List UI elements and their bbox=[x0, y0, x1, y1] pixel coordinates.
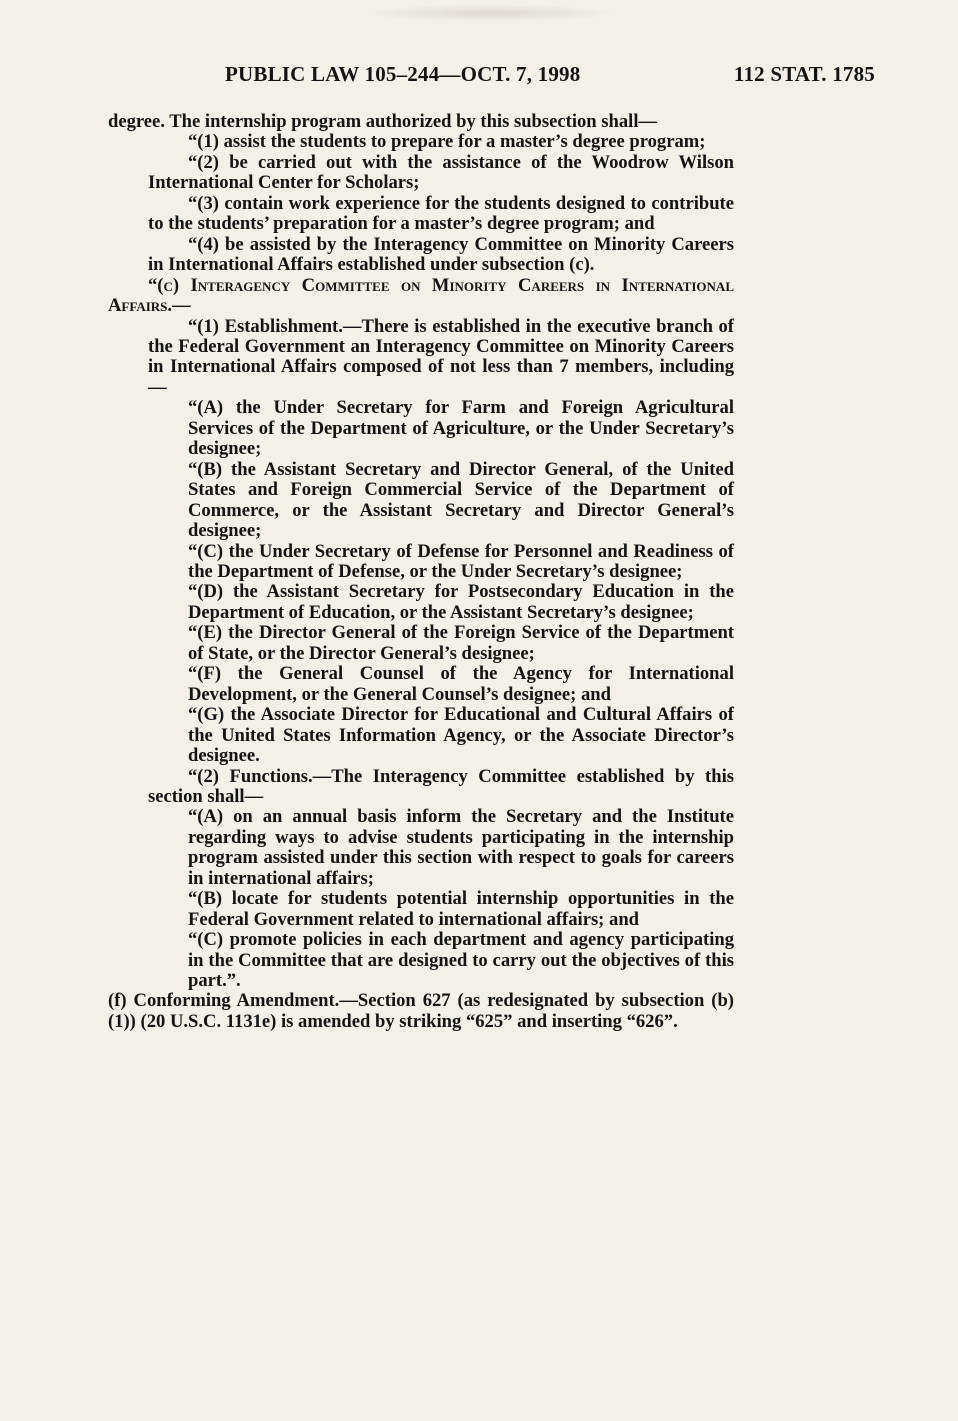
paragraph-member-e: “(E) the Director General of the Foreign Service of the Department of State, or the Director General’s designee; bbox=[188, 622, 734, 664]
paragraph-functions: “(2) Functions.—The Interagency Committee established by this section shall— bbox=[148, 765, 734, 807]
section-heading-c: “(c) Interagency Committee on Minority Careers in International Affairs.— bbox=[108, 274, 734, 317]
paragraph-member-c: “(C) the Under Secretary of Defense for Personnel and Readiness of the Department of Defense, or the Under Secretary’s designee; bbox=[188, 540, 734, 582]
paragraph-member-g: “(G) the Associate Director for Educational and Cultural Affairs of the United States Information Agency, or the Associate Director’s designee. bbox=[188, 704, 734, 767]
paragraph-item-3: “(3) contain work experience for the students designed to contribute to the students’ preparation for a master’s degree program; and bbox=[148, 192, 734, 235]
paragraph-member-b: “(B) the Assistant Secretary and Director General, of the United States and Foreign Commercial Service of the Department of Commerce, or the Assistant Secretary and Director General’s designee; bbox=[188, 458, 734, 542]
paragraph-function-a: “(A) on an annual basis inform the Secretary and the Institute regarding ways to advise students participating in the internship program assisted under this section with respect to goals for careers in international affairs; bbox=[188, 806, 734, 889]
paragraph-member-f: “(F) the General Counsel of the Agency for International Development, or the General Counsel’s designee; and bbox=[188, 663, 734, 705]
scan-artifact bbox=[360, 4, 620, 22]
paragraph-member-d: “(D) the Assistant Secretary for Postsecondary Education in the Department of Education, or the Assistant Secretary’s designee; bbox=[188, 581, 734, 623]
header-statute-page: 112 STAT. 1785 bbox=[733, 62, 875, 86]
page-header bbox=[225, 62, 875, 92]
paragraph-establishment: “(1) Establishment.—There is established in the executive branch of the Federal Government an Interagency Committee on Minority Careers in International Affairs composed of not less than 7 members, including— bbox=[148, 315, 734, 398]
header-law-citation: PUBLIC LAW 105–244—OCT. 7, 1998 bbox=[225, 62, 581, 86]
paragraph-item-4: “(4) be assisted by the Interagency Committee on Minority Careers in International Affairs established under subsection (c). bbox=[148, 233, 734, 276]
paragraph-member-a: “(A) the Under Secretary for Farm and Foreign Agricultural Services of the Department of Agriculture, or the Under Secretary’s designee; bbox=[188, 397, 734, 460]
paragraph-function-c: “(C) promote policies in each department and agency participating in the Committee that are designed to carry out the objectives of this part.”. bbox=[188, 929, 734, 992]
paragraph-function-b: “(B) locate for students potential internship opportunities in the Federal Government related to international affairs; and bbox=[188, 888, 734, 930]
paragraph-conforming-amendment: (f) Conforming Amendment.—Section 627 (as redesignated by subsection (b)(1)) (20 U.S.C. 1131e) is amended by striking “625” and inserting “626”. bbox=[108, 990, 734, 1032]
paragraph-item-1: “(1) assist the students to prepare for a master’s degree program; bbox=[188, 131, 706, 153]
paragraph-item-2: “(2) be carried out with the assistance of the Woodrow Wilson International Center for Scholars; bbox=[148, 151, 734, 194]
paragraph-intro: degree. The internship program authorized by this subsection shall— bbox=[108, 111, 658, 132]
document-body bbox=[108, 112, 734, 1032]
